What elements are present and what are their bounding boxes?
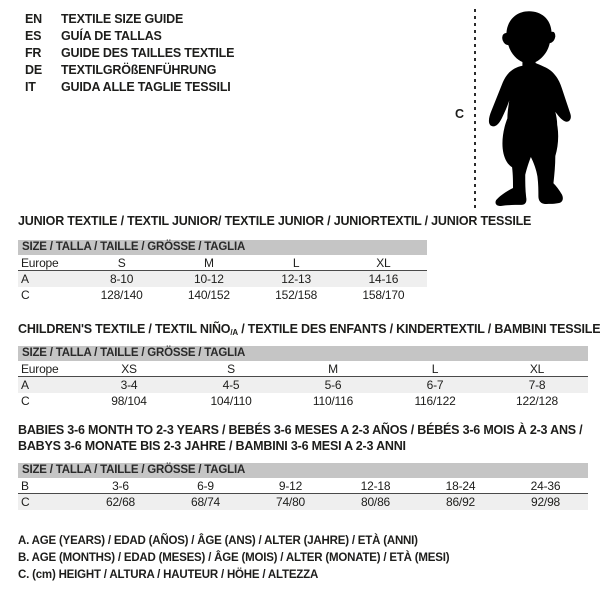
cell: 9-12 bbox=[278, 479, 303, 493]
language-row-fr bbox=[25, 45, 234, 62]
language-code: ES bbox=[25, 29, 42, 43]
cell: XL bbox=[529, 362, 545, 376]
row-label: A bbox=[21, 378, 29, 392]
note-age-months: B. AGE (MONTHS) / EDAD (MESES) / ÂGE (MOIS) / ALTER (MONATE) / ETÀ (MESI) bbox=[18, 552, 450, 564]
cell: 158/170 bbox=[362, 288, 405, 302]
cell: 116/122 bbox=[414, 394, 456, 408]
language-code: DE bbox=[25, 63, 42, 77]
language-row-es bbox=[25, 28, 234, 45]
legend-notes bbox=[18, 533, 449, 584]
guide-title-fr: GUIDE DES TAILLES TEXTILE bbox=[61, 46, 235, 60]
cell: 12-18 bbox=[360, 479, 391, 493]
cell: 14-16 bbox=[368, 272, 399, 286]
junior-section-title: JUNIOR TEXTILE / TEXTIL JUNIOR/ TEXTILE JUNIOR / JUNIORTEXTIL / JUNIOR TESSILE bbox=[18, 214, 532, 228]
cell: 110/116 bbox=[312, 394, 354, 408]
cell: 8-10 bbox=[110, 272, 134, 286]
table-header-size: SIZE / TALLA / TAILLE / GRÖSSE / TAGLIA bbox=[18, 463, 588, 478]
row-label: Europe bbox=[21, 362, 59, 376]
cell: M bbox=[328, 362, 338, 376]
language-code: EN bbox=[25, 12, 42, 26]
cell: 10-12 bbox=[194, 272, 224, 286]
guide-title-en: TEXTILE SIZE GUIDE bbox=[61, 12, 184, 26]
language-code: FR bbox=[25, 46, 42, 60]
cell: 122/128 bbox=[516, 394, 558, 408]
table-row-height bbox=[18, 393, 588, 409]
guide-title-es: GUÍA DE TALLAS bbox=[61, 29, 162, 43]
cell: L bbox=[292, 256, 300, 270]
cell: 128/140 bbox=[100, 288, 143, 302]
cell: XS bbox=[121, 362, 137, 376]
row-label: A bbox=[21, 272, 29, 286]
cell: S bbox=[227, 362, 235, 376]
cell: 6-9 bbox=[197, 479, 214, 493]
cell: 6-7 bbox=[426, 378, 444, 392]
cell: 152/158 bbox=[275, 288, 318, 302]
babies-size-table bbox=[18, 463, 588, 510]
table-row-europe bbox=[18, 255, 427, 271]
cell: 62/68 bbox=[105, 495, 136, 509]
children-section-title bbox=[18, 321, 600, 341]
cell: 68/74 bbox=[190, 495, 221, 509]
cell: 12-13 bbox=[281, 272, 311, 286]
table-header-size: SIZE / TALLA / TAILLE / GRÖSSE / TAGLIA bbox=[18, 346, 588, 361]
table-row-height bbox=[18, 287, 427, 303]
babies-section-title-line2: BABYS 3-6 MONATE BIS 2-3 JAHRE / BAMBINI 3-6 MESI A 2-3 ANNI bbox=[18, 439, 406, 453]
note-height-cm: C. (cm) HEIGHT / ALTURA / HAUTEUR / HÖHE / ALTEZZA bbox=[18, 569, 319, 581]
cell: 18-24 bbox=[445, 479, 476, 493]
baby-silhouette-icon bbox=[482, 4, 576, 214]
junior-size-table bbox=[18, 240, 427, 303]
row-label: B bbox=[21, 479, 29, 493]
row-label: C bbox=[21, 288, 30, 302]
cell: 24-36 bbox=[530, 479, 561, 493]
cell: 98/104 bbox=[111, 394, 147, 408]
cell: 86/92 bbox=[445, 495, 476, 509]
row-label: C bbox=[21, 495, 30, 509]
table-row-age bbox=[18, 377, 588, 393]
note-age-years: A. AGE (YEARS) / EDAD (AÑOS) / ÂGE (ANS) / ALTER (JAHRE) / ETÀ (ANNI) bbox=[18, 535, 418, 547]
cell: M bbox=[203, 256, 214, 270]
row-label: C bbox=[21, 394, 30, 408]
language-row-de bbox=[25, 62, 234, 79]
cell: 5-6 bbox=[324, 378, 342, 392]
babies-section-title-line1: BABIES 3-6 MONTH TO 2-3 YEARS / BEBÉS 3-6 MESES A 2-3 AÑOS / BÉBÉS 3-6 MOIS À 2-3 ANS / bbox=[18, 423, 583, 437]
table-row-europe bbox=[18, 361, 588, 377]
cell: 3-6 bbox=[112, 479, 129, 493]
row-label: Europe bbox=[21, 256, 59, 270]
cell: 80/86 bbox=[360, 495, 391, 509]
cell: 140/152 bbox=[187, 288, 230, 302]
cell: XL bbox=[376, 256, 391, 270]
table-row-age bbox=[18, 271, 427, 287]
cell: 104/110 bbox=[210, 394, 252, 408]
language-row-en bbox=[25, 11, 234, 28]
guide-title-de: TEXTILGRÖßENFÜHRUNG bbox=[61, 63, 217, 77]
cell: 3-4 bbox=[120, 378, 138, 392]
cell: 7-8 bbox=[528, 378, 546, 392]
height-label-c: C bbox=[455, 107, 465, 121]
children-size-table bbox=[18, 346, 588, 409]
language-title-block bbox=[25, 11, 234, 96]
language-row-it bbox=[25, 79, 234, 96]
table-row-months bbox=[18, 478, 588, 494]
children-title-prefix: CHILDREN'S TEXTILE / TEXTIL NIÑO bbox=[18, 322, 231, 336]
cell: 92/98 bbox=[530, 495, 561, 509]
cell: 74/80 bbox=[275, 495, 306, 509]
cell: L bbox=[431, 362, 439, 376]
guide-title-it: GUIDA ALLE TAGLIE TESSILI bbox=[61, 80, 231, 94]
height-measure-dashed-line bbox=[474, 9, 476, 210]
cell: 4-5 bbox=[222, 378, 240, 392]
children-title-suffix: / TEXTILE DES ENFANTS / KINDERTEXTIL / BAMBINI TESSILE bbox=[237, 322, 600, 336]
cell: S bbox=[117, 256, 126, 270]
children-title-subscript: /A bbox=[230, 328, 238, 337]
table-header-size: SIZE / TALLA / TAILLE / GRÖSSE / TAGLIA bbox=[18, 240, 427, 255]
language-code: IT bbox=[25, 80, 36, 94]
table-row-height bbox=[18, 494, 588, 510]
